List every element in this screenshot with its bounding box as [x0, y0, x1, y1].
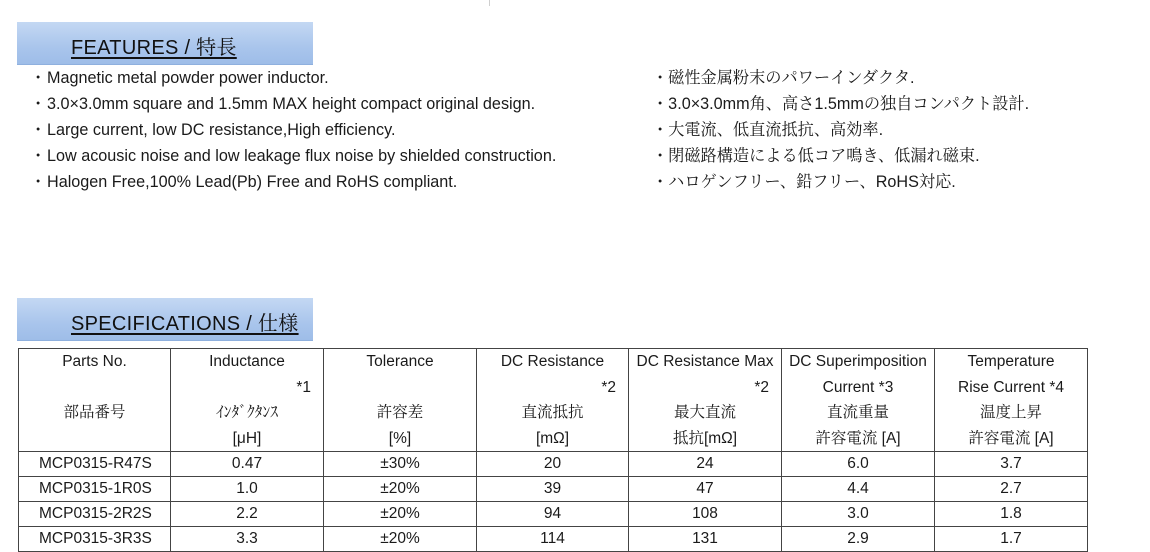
column-header-temperature-rise [935, 349, 1088, 452]
header-line: 温度上昇 [979, 404, 1042, 421]
features-title: FEATURES / 特長 [71, 37, 237, 59]
feature-item-jp: ・磁性金属粉末のパワーインダクタ. [652, 69, 915, 87]
part-number-cell: MCP0315-R47S [19, 452, 171, 477]
inductance-cell: 3.3 [171, 527, 324, 552]
bullet: ・ [30, 173, 47, 191]
temperature-rise-current-cell: 1.7 [935, 527, 1088, 552]
column-header-parts-no [19, 349, 171, 452]
temperature-rise-current-cell: 2.7 [935, 477, 1088, 502]
header-footnote: *1 [296, 378, 311, 396]
feature-item-en [30, 169, 556, 195]
header-line: 直流抵抗 [521, 404, 584, 421]
superimposition-current-cell: 6.0 [782, 452, 935, 477]
header-line: 部品番号 [63, 404, 126, 421]
feature-text: Halogen Free,100% Lead(Pb) Free and RoHS compliant. [47, 173, 458, 191]
tolerance-cell: ±30% [324, 452, 477, 477]
header-unit: [%] [388, 429, 412, 447]
feature-item-en [30, 117, 556, 143]
header-line: 直流重量 [826, 404, 889, 421]
features-list-english [30, 65, 556, 195]
header-footnote: *2 [601, 378, 616, 396]
top-divider-mark [489, 0, 490, 6]
header-line: Temperature [967, 353, 1055, 370]
bullet: ・ [30, 95, 47, 113]
header-line: 許容差 [376, 404, 424, 421]
header-line: DC Superimposition [789, 353, 927, 370]
header-line: Parts No. [62, 353, 127, 370]
feature-text: Large current, low DC resistance,High efficiency. [47, 121, 396, 139]
header-line: ｲﾝﾀﾞｸﾀﾝｽ [215, 404, 278, 421]
dc-resistance-cell: 94 [477, 502, 629, 527]
column-header-dc-resistance-max [629, 349, 782, 452]
dc-resistance-cell: 114 [477, 527, 629, 552]
header-line: Current *3 [822, 378, 894, 396]
header-unit: 許容電流 [A] [968, 429, 1054, 447]
column-header-dc-resistance [477, 349, 629, 452]
features-list-japanese [652, 65, 1029, 195]
feature-item-en [30, 65, 556, 91]
column-header-dc-superimposition [782, 349, 935, 452]
feature-item-jp: ・閉磁路構造による低コア鳴き、低漏れ磁束. [652, 147, 980, 165]
table-row [19, 477, 1088, 502]
dc-resistance-max-cell: 47 [629, 477, 782, 502]
feature-text: 3.0×3.0mm square and 1.5mm MAX height compact original design. [47, 95, 536, 113]
temperature-rise-current-cell: 1.8 [935, 502, 1088, 527]
bullet: ・ [30, 121, 47, 139]
feature-item-en [30, 143, 556, 169]
tolerance-cell: ±20% [324, 477, 477, 502]
header-unit: [μH] [232, 429, 262, 447]
header-line: Inductance [209, 353, 285, 370]
header-line [19, 426, 170, 452]
part-number-cell: MCP0315-1R0S [19, 477, 171, 502]
column-header-tolerance [324, 349, 477, 452]
bullet: ・ [30, 147, 47, 165]
header-line: Rise Current *4 [958, 378, 1064, 396]
tolerance-cell: ±20% [324, 502, 477, 527]
part-number-cell: MCP0315-3R3S [19, 527, 171, 552]
features-section-header [17, 22, 313, 65]
feature-text: Magnetic metal powder power inductor. [47, 69, 329, 87]
dc-resistance-cell: 39 [477, 477, 629, 502]
feature-item-jp: ・大電流、低直流抵抗、高効率. [652, 121, 884, 139]
superimposition-current-cell: 2.9 [782, 527, 935, 552]
feature-text: Low acousic noise and low leakage flux noise by shielded construction. [47, 147, 557, 165]
header-line: DC Resistance Max [636, 353, 774, 370]
table-row [19, 527, 1088, 552]
bullet: ・ [30, 69, 47, 87]
table-row [19, 502, 1088, 527]
tolerance-cell: ±20% [324, 527, 477, 552]
dc-resistance-max-cell: 108 [629, 502, 782, 527]
feature-item-en [30, 91, 556, 117]
dc-resistance-cell: 20 [477, 452, 629, 477]
specifications-title: SPECIFICATIONS / 仕様 [71, 313, 299, 335]
header-line: DC Resistance [500, 353, 605, 370]
header-line [19, 375, 170, 401]
feature-item-jp: ・ハロゲンフリー、鉛フリー、RoHS対応. [652, 173, 956, 191]
temperature-rise-current-cell: 3.7 [935, 452, 1088, 477]
column-header-inductance [171, 349, 324, 452]
header-line: 最大直流 [673, 404, 736, 421]
inductance-cell: 0.47 [171, 452, 324, 477]
header-unit: 抵抗[mΩ] [672, 429, 738, 447]
feature-item-jp: ・3.0×3.0mm角、高さ1.5mmの独自コンパクト設計. [652, 95, 1030, 113]
dc-resistance-max-cell: 131 [629, 527, 782, 552]
table-row [19, 452, 1088, 477]
specifications-section-header [17, 298, 313, 341]
header-line: Tolerance [366, 353, 434, 370]
superimposition-current-cell: 3.0 [782, 502, 935, 527]
table-header-row [19, 349, 1088, 452]
header-line [324, 375, 476, 401]
inductance-cell: 1.0 [171, 477, 324, 502]
header-unit: 許容電流 [A] [815, 429, 901, 447]
inductance-cell: 2.2 [171, 502, 324, 527]
dc-resistance-max-cell: 24 [629, 452, 782, 477]
superimposition-current-cell: 4.4 [782, 477, 935, 502]
part-number-cell: MCP0315-2R2S [19, 502, 171, 527]
specifications-table [18, 348, 1088, 552]
header-unit: [mΩ] [535, 429, 570, 447]
header-footnote: *2 [754, 378, 769, 396]
